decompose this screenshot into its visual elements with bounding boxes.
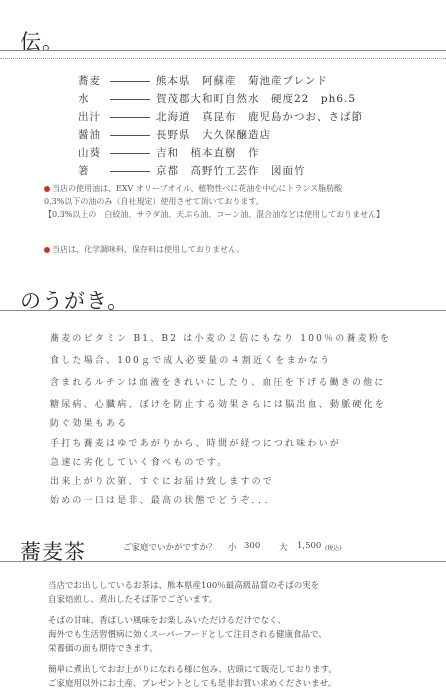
divider [0,50,446,51]
note-line: 【0.3%以上の 白絞油、サラダ油、天ぷら油、コーン油、混合油などは使用しておりません】 [44,210,385,219]
dash-line [110,135,150,136]
additive-note: 当店は、化学調味料、保存料は使用しておりません。 [44,243,414,256]
ingredient-label: 醤油 [78,129,101,141]
tea-line: 海外でも生活習慣病に効くスーパーフードとして注目される健康食品で、 [48,630,327,640]
large-label: 大 [279,543,288,553]
tea-line: 自家焙煎し、煮出したそば茶でございます。 [48,595,218,605]
section-title-nougaki: のうがき。 [20,289,130,313]
tea-line: ご家庭用以外にお土産、プレゼントとしても是非お買い求めくださいませ。 [48,679,337,689]
ingredient-label: 山葵 [78,147,101,159]
bullet-dot-icon [44,247,50,253]
nougaki-line: 食した場合、100ｇで成人必要量の４割近くをまかなう [50,356,332,366]
large-price: 1,500 [297,541,322,551]
ingredient-label: 水 [78,93,90,105]
divider-dotted [0,58,446,59]
section-title-sobacha: 蕎麦茶 [20,540,86,564]
ingredient-value: 熊本県 阿蘇産 菊池産ブレンド [156,75,328,87]
tea-line: そばの甘味、香ばしい風味をお楽しみいただけるだけでなく、 [48,616,286,626]
small-price: 300 [244,541,261,551]
ingredient-label: 箸 [78,165,90,177]
ingredient-row [78,145,260,160]
section-title-den: 伝。 [20,30,64,54]
ingredient-row [78,127,271,142]
note-line: 当店の使用油は、EXV オリーブオイル、植物性べに花油を中心にトランス脂肪酸 [44,182,414,195]
ingredient-row [78,73,328,88]
ingredient-value: 長野県 大久保醸造店 [156,129,271,141]
nougaki-line: 急速に劣化していく食べものです。 [50,458,229,468]
tea-subtitle: ご家庭でいかがですか？ [123,543,217,553]
tax-note: (税込) [325,545,342,552]
note-line: 0.3%以下の油のみ（自社規定）使用させて頂いております。 [44,197,264,206]
nougaki-line: 含まれるルチンは血液をきれいにしたり、血圧を下げる働きの他に [50,378,386,388]
nougaki-line: 防ぐ効果もある [50,419,129,429]
ingredient-value: 北海道 真昆布 鹿児島かつお、さば節 [156,111,363,123]
divider [0,310,446,311]
ingredient-value: 吉和 植本直樹 作 [156,147,260,159]
ingredient-row [78,109,363,124]
dash-line [110,81,150,82]
tea-line: 簡単に煮出しておお上がりになれる様に包み、店頭にて販売しております。 [48,665,337,675]
ingredient-value: 京都 高野竹工芸作 図面竹 [156,165,306,177]
ingredient-value: 賀茂郡大和町自然水 硬度22 ph6.5 [156,93,357,105]
divider [0,561,446,562]
ingredient-row [78,163,306,178]
ingredient-label: 蕎麦 [78,75,101,87]
dash-line [110,171,150,172]
nougaki-line: 出来上がり次第、すぐにお届け致しますので [50,477,275,487]
bullet-dot-icon [44,186,50,192]
nougaki-line: 糖尿病、心臓病、ぼけを防止する効果さらには脳出血、動脈硬化を [50,400,387,410]
dash-line [110,99,150,100]
dash-line [110,153,150,154]
dash-line [110,117,150,118]
nougaki-line: 蕎麦のビタミン B1、B2 は小麦の２倍にもなり 100％の蕎麦粉を [50,334,392,344]
nougaki-line: 始めの一口は是非、最高の状態でどうぞ．．． [50,496,277,506]
ingredient-label: 出汁 [78,111,101,123]
small-label: 小 [228,543,237,553]
ingredient-row [78,91,356,106]
oil-note [44,182,414,221]
nougaki-line: 手打ち蕎麦はゆであがりから、時間が経つにつれ味わいが [50,439,342,449]
tea-line: 栄養価の面も期待できます。 [48,644,158,654]
tea-line: 当店でお出ししているお茶は、熊本県産100％最高級品質のそばの実を [48,581,320,591]
